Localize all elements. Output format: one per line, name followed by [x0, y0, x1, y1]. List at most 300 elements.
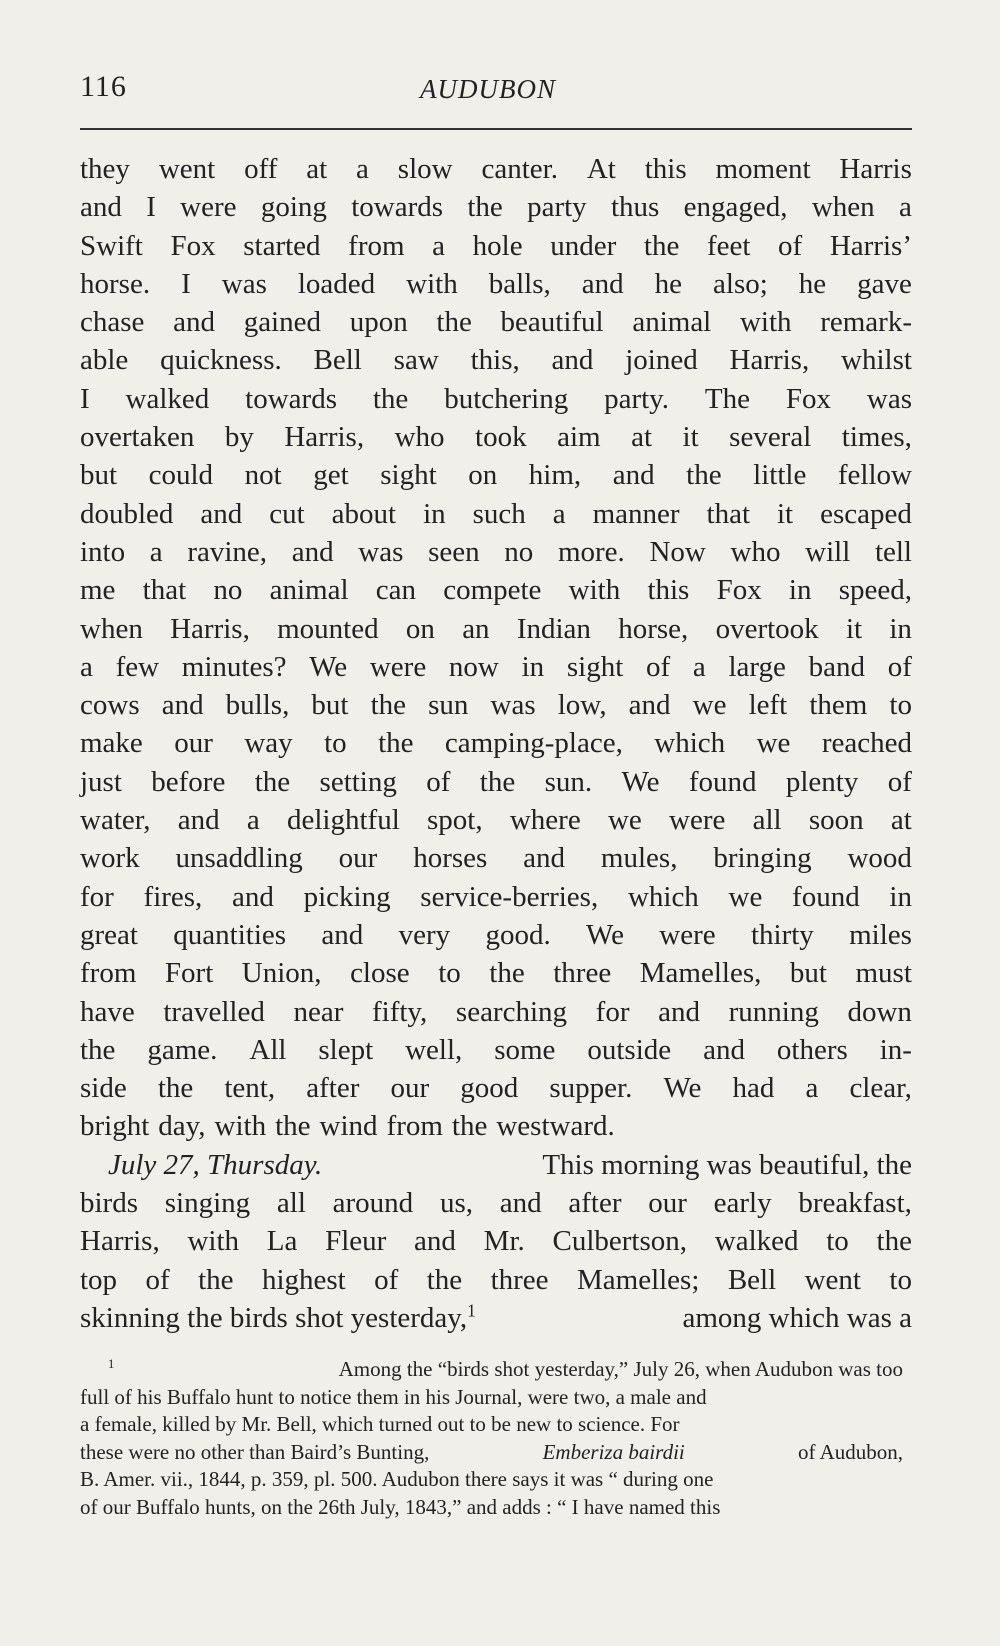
word: to [324, 727, 347, 760]
text-line [80, 227, 912, 265]
word: good. [485, 918, 551, 951]
word: and [581, 267, 624, 300]
word: a [898, 191, 912, 224]
entry-last-line-text: skinning the birds shot yesterday, [80, 1301, 468, 1334]
word: three [490, 1263, 549, 1296]
footnote-reference: 1 [467, 1300, 476, 1321]
word: with [187, 1225, 240, 1258]
footnote-line [80, 1439, 903, 1467]
word: our [390, 1072, 430, 1105]
word: running [728, 995, 819, 1028]
text-line [80, 686, 912, 724]
word: with [406, 267, 458, 300]
word: at [890, 804, 912, 837]
word: service-berries, [420, 880, 599, 913]
text-line [80, 571, 912, 609]
word: a [552, 497, 566, 530]
word: who [394, 421, 445, 454]
word: balls, [488, 267, 551, 300]
word: horse. [80, 267, 151, 300]
word: and [612, 459, 655, 492]
word: whilst [841, 344, 912, 377]
word: I [181, 267, 191, 300]
word: and [321, 918, 364, 951]
word: and [173, 306, 215, 339]
word: walked [714, 1225, 799, 1258]
text-line [80, 341, 912, 379]
word: it [845, 612, 863, 645]
word: before [151, 765, 226, 798]
text-line [80, 1146, 912, 1184]
word: the [479, 765, 516, 798]
word: it [682, 421, 699, 454]
word: can [375, 574, 416, 607]
word: party. [604, 382, 670, 415]
word: a [80, 650, 93, 683]
word: will [805, 535, 851, 568]
word: top [80, 1263, 118, 1296]
word: tent, [224, 1072, 276, 1105]
word: and [80, 191, 122, 224]
word: plenty [785, 765, 859, 798]
word: we [728, 880, 763, 913]
word: the [198, 1263, 234, 1296]
word: and [232, 880, 274, 913]
text-line [80, 1299, 912, 1337]
word: sight [380, 459, 437, 492]
word: all [752, 804, 782, 837]
word: sun. [544, 765, 593, 798]
word: upon [349, 306, 408, 339]
word: remark- [820, 306, 912, 339]
word: not [244, 459, 282, 492]
word: in [788, 574, 812, 607]
word: very [398, 918, 451, 951]
word: supper. [549, 1072, 633, 1105]
word: of [426, 765, 451, 798]
word: and [177, 804, 220, 837]
word: and [291, 535, 334, 568]
word: horse, [618, 612, 689, 645]
word: day, [158, 1110, 206, 1143]
word: We [309, 650, 348, 683]
text-line [80, 878, 912, 916]
word: it [776, 497, 794, 530]
footnote-line-3: a female, killed by Mr. Bell, which turned out to be new to science. For [80, 1412, 680, 1436]
word: me [80, 574, 116, 607]
text-line [80, 801, 912, 839]
word: he [798, 267, 827, 300]
word: unsaddling [175, 842, 303, 875]
word: quickness. [160, 344, 282, 377]
word: cut [269, 497, 305, 530]
word: escaped [820, 497, 912, 530]
word: the [372, 382, 409, 415]
footnote-line [80, 1466, 903, 1494]
word: miles [849, 918, 912, 951]
word: overtook [715, 612, 819, 645]
word: camping-place, [444, 727, 623, 760]
word: birds [80, 1187, 138, 1220]
footnote-marker: 1 [108, 1357, 115, 1371]
word: sight [566, 650, 624, 683]
word: saw [393, 344, 439, 377]
word: make [80, 727, 143, 760]
word: searching [455, 995, 568, 1028]
word: get [313, 459, 349, 492]
word: clear, [849, 1072, 912, 1105]
word: just [80, 765, 122, 798]
text-line [80, 303, 912, 341]
word: of [887, 650, 912, 683]
header-rule [80, 128, 912, 130]
word: that [706, 497, 751, 530]
text-line [80, 993, 912, 1031]
word: sun [428, 689, 469, 722]
word: several [729, 421, 812, 454]
word: the [489, 957, 525, 990]
word: Now [649, 535, 706, 568]
word: in [889, 612, 912, 645]
word: off [244, 153, 278, 185]
word: the [686, 459, 722, 492]
footnote-line [80, 1356, 903, 1384]
word: when [80, 612, 143, 645]
word: side [80, 1072, 127, 1105]
word: more. [557, 535, 625, 568]
word: and [523, 842, 566, 875]
word: and [703, 1033, 745, 1066]
word: had [732, 1072, 775, 1105]
word: a [692, 650, 706, 683]
word: a [805, 1072, 819, 1105]
word: soon [808, 804, 864, 837]
word: found [792, 880, 860, 913]
text-line [80, 839, 912, 877]
text-line [80, 916, 912, 954]
word: of [374, 1263, 399, 1296]
word: Harris, [284, 421, 365, 454]
word: such [472, 497, 526, 530]
word: Union, [241, 957, 322, 990]
word: when [811, 191, 875, 224]
footnote-line-1: Among the “birds shot yesterday,” July 26, when Audubon was too [338, 1357, 903, 1381]
word: animal [632, 306, 712, 339]
word: and [161, 689, 204, 722]
word: the [643, 229, 680, 262]
word: the [876, 1225, 912, 1258]
word: the [378, 727, 414, 760]
word: slept [318, 1033, 374, 1066]
word: canter. [481, 153, 558, 185]
word: good [460, 1072, 519, 1105]
word: Fox [716, 574, 762, 607]
word: and [499, 1187, 542, 1220]
word: way [244, 727, 293, 760]
word: Harris, [729, 344, 810, 377]
footnote-line [80, 1384, 903, 1412]
word: also; [713, 267, 768, 300]
word: near [293, 995, 344, 1028]
word: and [200, 497, 243, 530]
word: Bell [313, 344, 362, 377]
word: now [448, 650, 499, 683]
word: Culbertson, [552, 1225, 688, 1258]
word: feet [706, 229, 751, 262]
word: All [249, 1033, 287, 1066]
word: travelled [163, 995, 265, 1028]
footnote-line [80, 1411, 903, 1439]
text-line [80, 1107, 912, 1145]
word: overtaken [80, 421, 195, 454]
word: We [586, 918, 624, 951]
text-line [80, 533, 912, 571]
text-line [80, 1069, 912, 1107]
word: joined [625, 344, 698, 377]
word: from [80, 957, 137, 990]
word: cows [80, 689, 140, 722]
word: the [157, 1072, 194, 1105]
word: reached [821, 727, 912, 760]
word: Harris, [80, 1225, 160, 1258]
word: under [550, 229, 617, 262]
word: engaged, [683, 191, 788, 224]
word: at [306, 153, 328, 185]
word: well, [405, 1033, 463, 1066]
text-line [80, 1222, 912, 1260]
word: on [468, 459, 498, 492]
text-line [80, 610, 912, 648]
word: they [80, 153, 130, 185]
word: must [855, 957, 912, 990]
word: doubled [80, 497, 174, 530]
footnote-line [80, 1494, 903, 1522]
word: times, [841, 421, 912, 454]
word: all [276, 1187, 306, 1220]
word: large [728, 650, 786, 683]
word: wood [847, 842, 912, 875]
word: our [174, 727, 213, 760]
word: butchering [444, 382, 569, 415]
word: mounted [277, 612, 379, 645]
word: could [148, 459, 214, 492]
word: the [370, 689, 407, 722]
word: after [568, 1187, 622, 1220]
word: was [221, 267, 267, 300]
word: compete [443, 574, 542, 607]
text-line [80, 763, 912, 801]
word: our [338, 842, 378, 875]
text-line [80, 1031, 912, 1069]
word: about [331, 497, 397, 530]
word: bright [80, 1110, 150, 1143]
word: in [521, 650, 545, 683]
word: were [659, 918, 716, 951]
word: were [369, 650, 427, 683]
word: the [80, 1033, 116, 1066]
word: in [889, 880, 912, 913]
word: a [356, 153, 369, 185]
word: of [778, 229, 803, 262]
word: water, [80, 804, 151, 837]
footnote-line-4-pre: these were no other than Baird’s Bunting, [80, 1439, 430, 1464]
word: at [631, 421, 653, 454]
footnote-line-5: B. Amer. vii., 1844, p. 359, pl. 500. Audubon there says it was “ during one [80, 1467, 714, 1491]
word: which [654, 727, 726, 760]
word: We [621, 765, 660, 798]
entry-lines [80, 1184, 912, 1299]
word: speed, [838, 574, 912, 607]
word: quantities [173, 918, 287, 951]
word: mules, [600, 842, 678, 875]
word: to [826, 1225, 849, 1258]
word: we [756, 727, 791, 760]
word: the [275, 1110, 311, 1143]
word: close [350, 957, 410, 990]
word: went [804, 1263, 861, 1296]
word: fifty, [371, 995, 428, 1028]
word: some [494, 1033, 556, 1066]
word: from [348, 229, 405, 262]
word: a [246, 804, 260, 837]
word: chase [80, 306, 145, 339]
word: wind [319, 1110, 378, 1143]
word: the [467, 191, 503, 224]
word: but [311, 689, 349, 722]
word: and [628, 689, 671, 722]
word: after [306, 1072, 360, 1105]
word: went [158, 153, 216, 185]
word: gave [857, 267, 912, 300]
word: of [145, 1263, 170, 1296]
word: our [648, 1187, 687, 1220]
word: took [475, 421, 527, 454]
word: outside [587, 1033, 672, 1066]
running-title: AUDUBON [420, 74, 556, 104]
word: game. [147, 1033, 218, 1066]
word: this [647, 574, 690, 607]
word: with [739, 306, 792, 339]
word: Mamelles; [576, 1263, 700, 1296]
word: bulls, [225, 689, 290, 722]
word: was [490, 689, 536, 722]
word: was [866, 382, 912, 415]
word: down [847, 995, 912, 1028]
word: hole [472, 229, 523, 262]
word: the [254, 765, 291, 798]
word: of [646, 650, 671, 683]
word: by [224, 421, 254, 454]
word: were [180, 191, 237, 224]
word: delightful [287, 804, 400, 837]
text-line [80, 724, 912, 762]
word: party [527, 191, 587, 224]
word: spot, [427, 804, 483, 837]
word: Mamelles, [639, 957, 762, 990]
text-line [80, 456, 912, 494]
word: aim [557, 421, 601, 454]
body-lines [80, 150, 912, 1146]
text-line [80, 380, 912, 418]
word: where [509, 804, 581, 837]
word: Bell [727, 1263, 777, 1296]
word: able [80, 344, 129, 377]
word: Mr. [483, 1225, 525, 1258]
text-line [80, 150, 912, 188]
word: was [358, 535, 404, 568]
word: We [663, 1072, 702, 1105]
word: him, [528, 459, 582, 492]
word: started [243, 229, 321, 262]
word: band [808, 650, 866, 683]
word: Fox [785, 382, 832, 415]
word: At [586, 153, 616, 185]
word: and [414, 1225, 456, 1258]
word: to [889, 689, 912, 722]
word: seen [428, 535, 480, 568]
word: going [260, 191, 327, 224]
word: I [146, 191, 156, 224]
word: great [80, 918, 138, 951]
word: thus [611, 191, 660, 224]
word: walked [125, 382, 210, 415]
body-text [80, 150, 912, 1337]
word: the [436, 306, 472, 339]
word: and [658, 995, 700, 1028]
text-line [80, 495, 912, 533]
word: manner [592, 497, 680, 530]
word: to [438, 957, 461, 990]
word: we [607, 804, 642, 837]
word: slow [397, 153, 453, 185]
word: bringing [713, 842, 812, 875]
footnote-line-4-post: of Audubon, [797, 1439, 903, 1464]
word: but [789, 957, 827, 990]
word: Swift [80, 229, 143, 262]
word: moment [715, 153, 811, 185]
word: from [386, 1110, 443, 1143]
word: thirty [750, 918, 814, 951]
word: Indian [516, 612, 591, 645]
word: towards [351, 191, 444, 224]
word: La [266, 1225, 298, 1258]
footnote-line-6: of our Buffalo hunts, on the 26th July, 1843,” and adds : “ I have named this [80, 1494, 721, 1519]
text-line [80, 648, 912, 686]
word: found [688, 765, 757, 798]
footnotes [80, 1356, 903, 1521]
word: the [451, 1110, 488, 1143]
text-line [80, 188, 912, 226]
word: a [432, 229, 446, 262]
word: gained [243, 306, 321, 339]
word: for [80, 880, 114, 913]
word: low, [557, 689, 607, 722]
word: highest [261, 1263, 346, 1296]
word: picking [303, 880, 391, 913]
word: work [80, 842, 140, 875]
footnote-species-name: Emberiza bairdii [542, 1439, 685, 1464]
page-number: 116 [80, 70, 127, 103]
entry-last-line-rest: among which was a [682, 1301, 912, 1334]
word: Harris, [170, 612, 250, 645]
word: Fleur [325, 1225, 387, 1258]
word: in- [879, 1033, 912, 1066]
word: fires, [143, 880, 203, 913]
word: few [115, 650, 160, 683]
text-line [80, 418, 912, 456]
footnote-line-2: full of his Buffalo hunt to notice them in his Journal, were two, a male and [80, 1384, 707, 1409]
word: were [669, 804, 726, 837]
